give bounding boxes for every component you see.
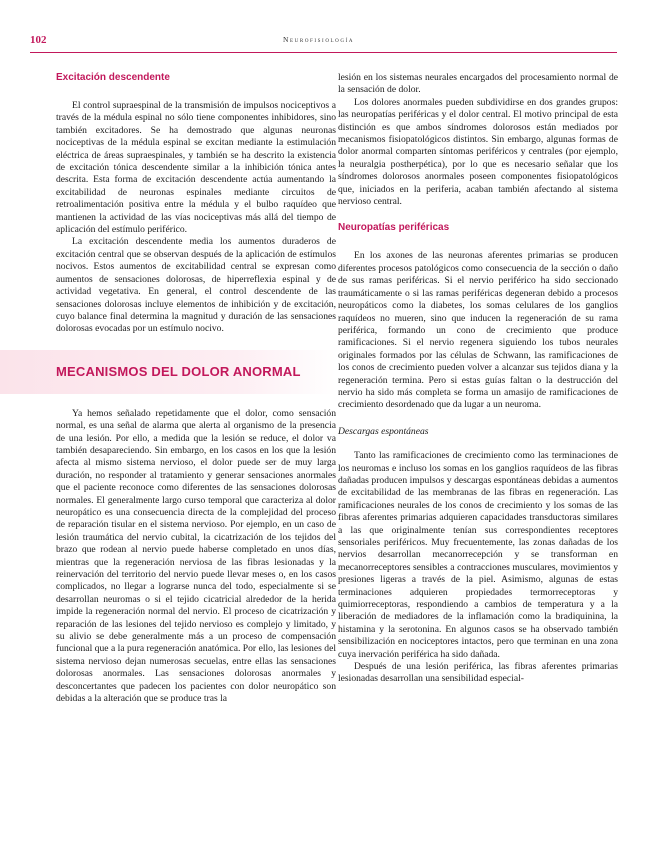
paragraph: La excitación descendente media los aumentos duraderos de excitación central que se observan después de la aplicación de estímulos nocivos. Estos aumentos de excitabilidad central se expresan como aumentos de sensaciones dolorosas, de hiperreflexia espinal y de actividad vegetativa. En general, el control descendente de las sensaciones dolorosas incluye elementos de inhibición y de excitación, cuyo balance final determina la magnitud y duración de las sensaciones dolorosas evocadas por un estímulo nocivo. — [56, 236, 336, 335]
paragraph: El control supraespinal de la transmisión de impulsos nociceptivos a través de la médula espinal no sólo tiene componentes inhibidores, sino también excitadores. Se ha demostrado que algunas neuronas nociceptivas de la médula espinal se excitan mediante la estimulación eléctrica de áreas supraespinales, y también se ha descrito la existencia de excitación tónica descendente similar a la inhibición tónica antes descrita. Esta forma de excitación descendente actúa aumentando la excitabilidad de neuronas espinales mediante circuitos de retroalimentación positiva entre la médula y el bulbo raquídeo que mantienen la actividad de las vías nociceptivas más allá del tiempo de aplicación del estímulo periférico. — [56, 100, 336, 236]
paragraph-continued: lesión en los sistemas neurales encargados del procesamiento normal de la sensación de dolor. — [338, 72, 618, 96]
paragraph: En los axones de las neuronas aferentes primarias se producen diferentes procesos patológicos como consecuencia de la sección o daño de sus ramas periféricas. Si el nervio periférico ha sido seccionado traumáticamente o si las ramas periféricas degeneran debido a procesos neuropáticos como la diabetes, los somas celulares de los ganglios raquídeos no mueren, sino que inducen la regeneración de su rama periférica, formando un cono de crecimiento que produce ramificaciones. Si el nervio regenera siguiendo los tubos neurales originales formados por las células de Schwann, las ramificaciones de los conos de crecimiento pueden volver a alcanzar sus tejidos diana y la regeneración termina. Pero si estas guías faltan o la destrucción del nervio ha sido más completa se forma un amasijo de ramificaciones de crecimiento desordenado que da lugar a un neuroma. — [338, 250, 618, 411]
running-head: Neurofisiología — [283, 35, 355, 44]
paragraph: Tanto las ramificaciones de crecimiento como las terminaciones de los neuromas e incluso los somas en los ganglios raquídeos de las fibras dañadas producen impulsos y descargas espontáneas debidas a aumentos de excitabilidad de las membranas de las fibras en regeneración. Las ramificaciones neurales de los conos de crecimiento y los somas de las fibras aferentes primarias adquieren capacidades transductoras similares a las que originalmente tenían sus correspondientes receptores sensoriales periféricos. Muy frecuentemente, las zonas dañadas de los nervios desarrollan mecanorrecepción y se transforman en mecanorreceptores sensibles a contracciones musculares, movimientos y presiones ligeras a través de la piel. Asimismo, algunas de estas terminaciones adquieren propiedades termorreceptoras y quimiorreceptoras, respondiendo a cambios de temperatura y a la liberación de mediadores de la inflamación como la bradiquinina, la histamina y la serotonina. En algunos casos se ha observado también sensibilización en nociceptores intactos, pero que terminan en una zona cuya inervación periférica ha sido dañada. — [338, 450, 618, 660]
paragraph: Los dolores anormales pueden subdividirse en dos grandes grupos: las neuropatías periféricas y el dolor central. El motivo principal de esta distinción es que ambos síndromes dolorosos están mediados por mecanismos fisiopatológicos distintos. Sin embargo, algunas formas de dolor anormal comparten síntomas periféricos y centrales (por ejemplo, la neuralgia postherpética), por lo que es necesario señalar que los síndromes dolorosos anormales poseen componentes fisiopatológicos que, iniciados en la periferia, acaban también afectando al sistema nervioso central. — [338, 96, 618, 208]
subsection-title: Descargas espontáneas — [338, 425, 429, 437]
paragraph: Después de una lesión periférica, las fibras aferentes primarias lesionadas desarrollan una sensibilidad especial- — [338, 661, 618, 685]
page-header — [0, 34, 647, 48]
page-number: 102 — [30, 34, 47, 46]
right-column — [338, 72, 618, 686]
chapter-heading-band — [0, 350, 336, 394]
header-rule — [30, 52, 617, 53]
chapter-title: MECANISMOS DEL DOLOR ANORMAL — [56, 363, 301, 379]
left-column — [56, 72, 336, 705]
paragraph: Ya hemos señalado repetidamente que el dolor, como sensación normal, es una señal de alarma que alerta al organismo de la presencia de una lesión. Por ello, a medida que la lesión se reduce, el dolor va también desapareciendo. Sin embargo, en los casos en los que la lesión afecta al mismo sistema nervioso, el dolor puede ser de muy larga duración, no responder al tratamiento y generar sensaciones anormales que el paciente reconoce como diferentes de las sensaciones dolorosas normales. El generalmente largo curso temporal que caracteriza al dolor neuropático es una consecuencia directa de la complejidad del proceso de reparación tisular en el sistema nervioso. Por ejemplo, en un caso de lesión traumática del nervio cubital, la cicatrización de los tejidos del brazo que rodean al nervio puede haberse completado en unos días, mientras que la regeneración nerviosa de las fibras lesionadas y la reinervación del territorio del nervio puede llevar meses o, en los casos complicados, no llegar a lograrse nunca del todo, especialmente si se desarrollan neuromas o si el tejido cicatricial alrededor de la herida impide la regeneración normal del nervio. El proceso de cicatrización y reparación de las lesiones del tejido nervioso es complejo y limitado, y su alivio se debe generalmente más a un proceso de compensación funcional que a la pura regeneración anatómica. Por ello, las lesiones del sistema nervioso dejan numerosas secuelas, entre ellas las sensaciones dolorosas anormales. Las sensaciones dolorosas anormales y desconcertantes que padecen los pacientes con dolor neuropático son debidas a la alteración que se produce tras la — [56, 407, 336, 705]
section-title-excitacion: Excitación descendente — [56, 72, 170, 83]
section-title-neuropatias: Neuropatías periféricas — [338, 222, 450, 234]
spacer — [338, 208, 618, 222]
